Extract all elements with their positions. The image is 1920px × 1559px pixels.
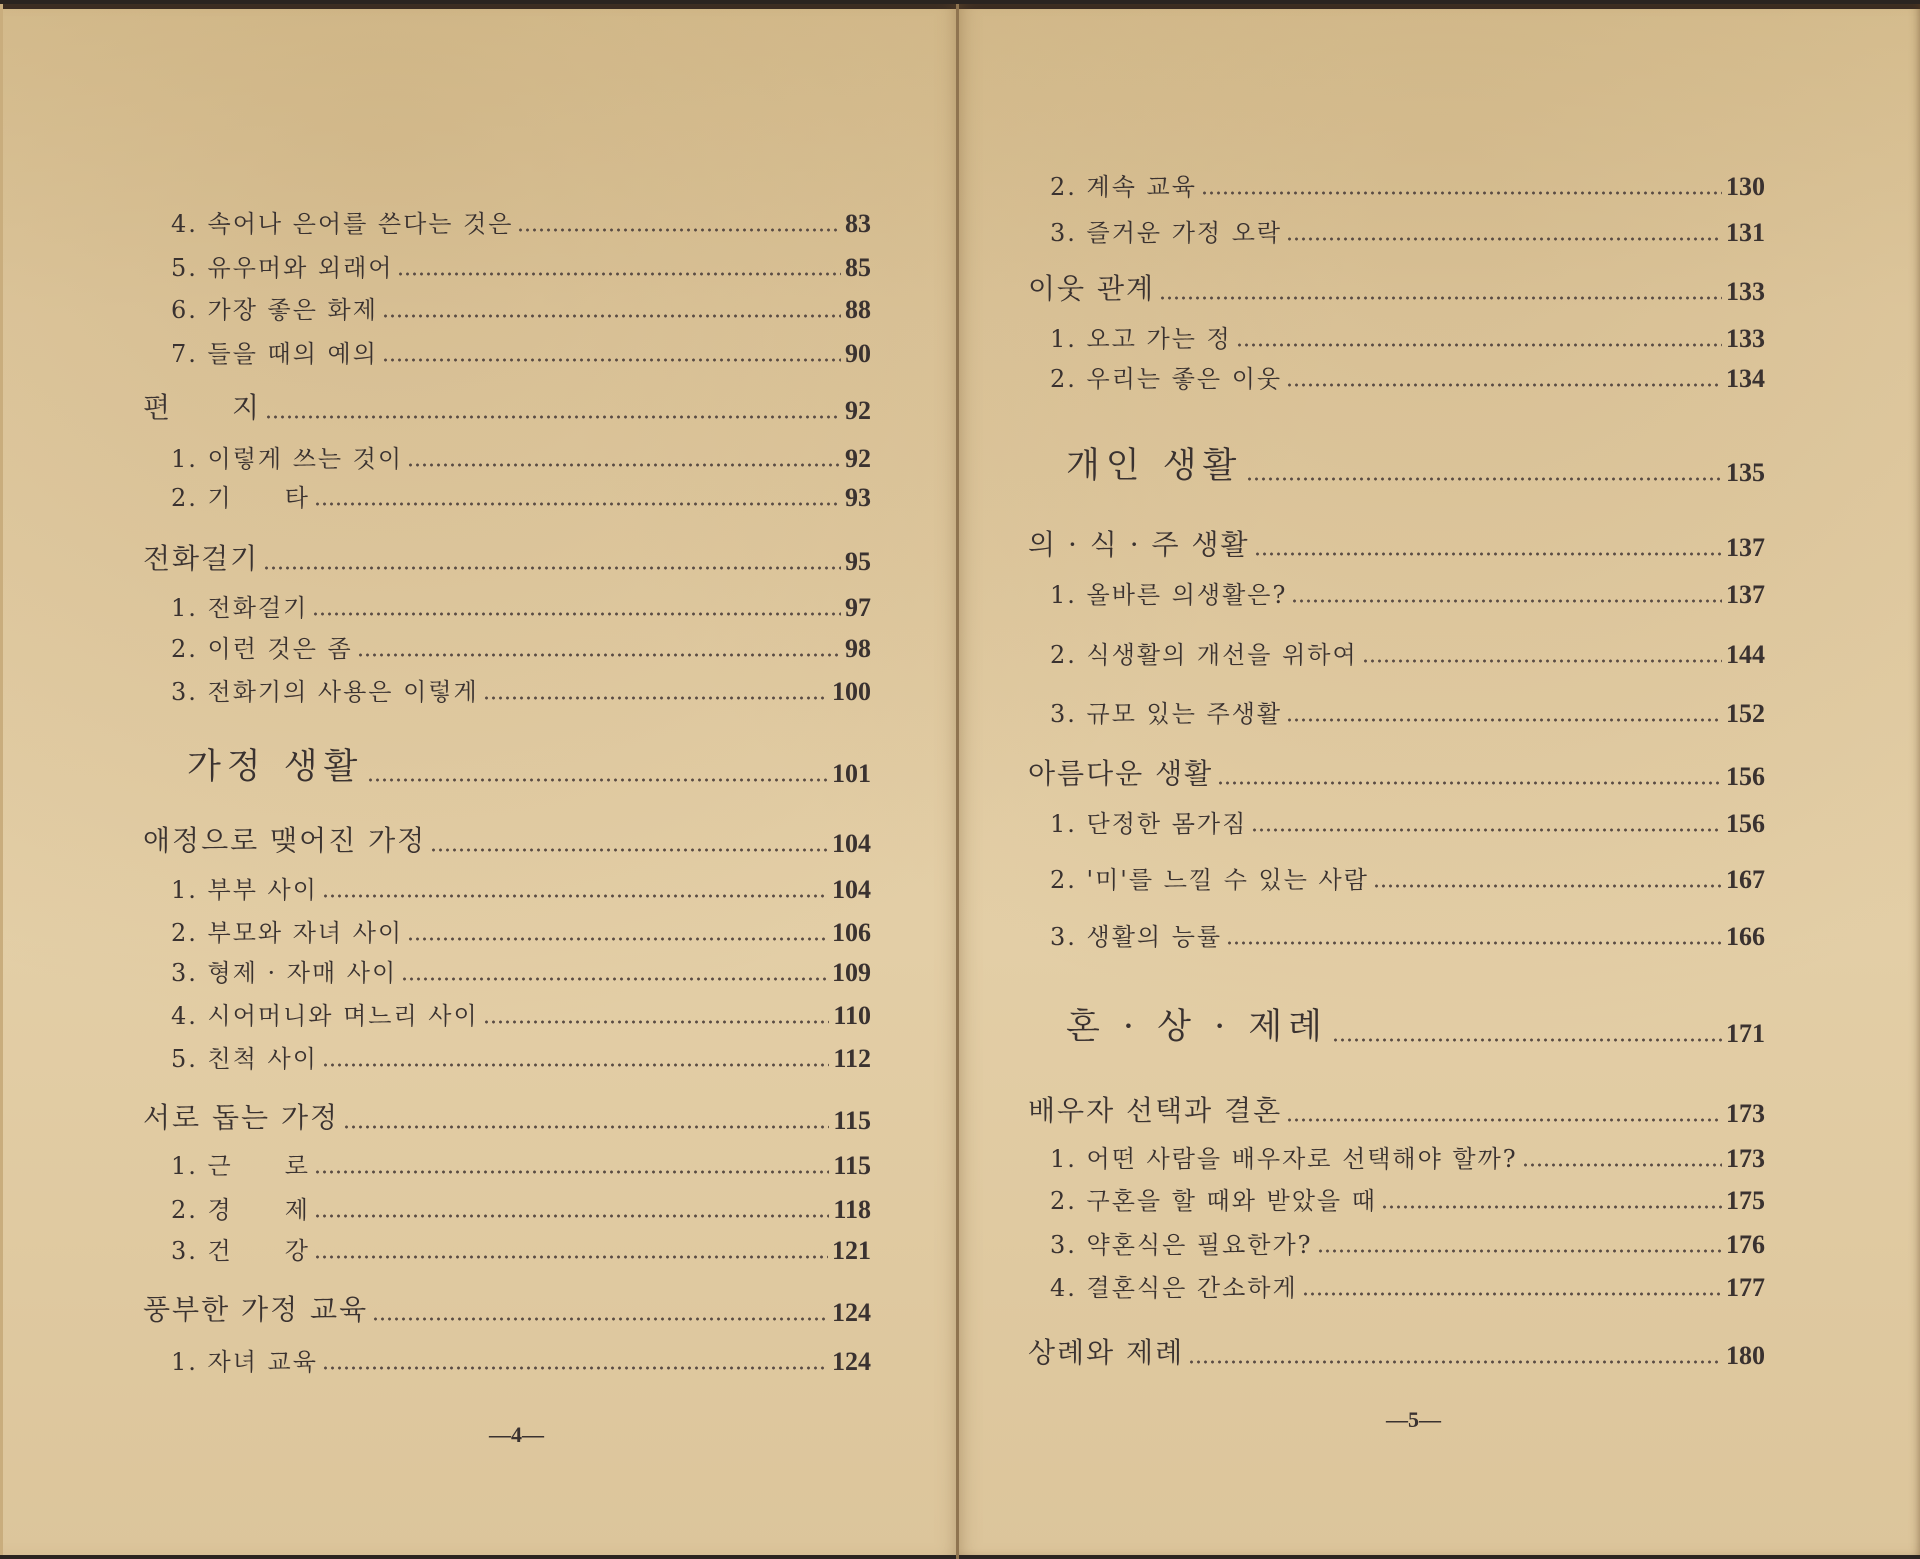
- dot-leader: [1286, 383, 1722, 387]
- toc-entry-title: 3. 형제 · 자매 사이: [171, 959, 398, 987]
- toc-page-number: 97: [845, 593, 871, 622]
- toc-entry-section: [1028, 523, 1765, 563]
- toc-entry-part: [1066, 999, 1765, 1049]
- toc-page-number: 177: [1726, 1273, 1765, 1302]
- toc-page-number: 118: [833, 1195, 871, 1224]
- dot-leader: [1522, 1163, 1722, 1167]
- page-number-left: —4—: [489, 1422, 544, 1447]
- toc-entry-title: 4. 속어나 은어를 쓴다는 것은: [171, 210, 514, 238]
- toc-entry-item: [171, 478, 871, 513]
- toc-entry-item: [171, 913, 871, 948]
- dot-leader: [1201, 191, 1722, 195]
- toc-entry-item: [171, 953, 871, 988]
- toc-entry-title: 1. 이렇게 쓰는 것이: [171, 445, 404, 473]
- toc-entry-title: 2. 이런 것은 좀: [171, 635, 353, 663]
- toc-entry-item: [1050, 319, 1765, 354]
- dot-leader: [1381, 1205, 1722, 1209]
- toc-entry-item: [1050, 575, 1765, 610]
- toc-entry-part: [187, 739, 871, 789]
- toc-entry-section: [1028, 752, 1765, 792]
- dot-leader: [1332, 1038, 1722, 1042]
- dot-leader: [517, 228, 841, 232]
- dot-leader: [1362, 659, 1722, 663]
- toc-entry-title: 1. 오고 가는 정: [1050, 325, 1232, 353]
- toc-page-number: 112: [833, 1044, 871, 1073]
- toc-page-number: 180: [1726, 1341, 1765, 1370]
- toc-page-number: 95: [845, 547, 871, 576]
- dot-leader: [1254, 552, 1722, 556]
- dot-leader: [1188, 1360, 1722, 1364]
- dot-leader: [1251, 828, 1722, 832]
- toc-page-number: 171: [1726, 1019, 1765, 1048]
- toc-entry-title: 6. 가장 좋은 화제: [171, 296, 378, 324]
- toc-entry-item: [1050, 167, 1765, 202]
- toc-entry-item: [1050, 1225, 1765, 1260]
- toc-page-number: 83: [845, 209, 871, 238]
- toc-entry-item: [171, 1039, 871, 1074]
- dot-leader: [367, 778, 828, 782]
- toc-page-number: 135: [1726, 458, 1765, 487]
- toc-entry-title: 서로 돕는 가정: [143, 1101, 340, 1134]
- toc-page-number: 133: [1726, 324, 1765, 353]
- dot-leader: [382, 314, 841, 318]
- toc-page-number: 90: [845, 339, 871, 368]
- toc-entry-item: [1050, 694, 1765, 729]
- toc-entry-title: 풍부한 가정 교육: [143, 1293, 369, 1326]
- toc-entry-title: 전화걸기: [143, 542, 260, 575]
- toc-page-number: 130: [1726, 172, 1765, 201]
- toc-entry-title: 5. 친척 사이: [171, 1045, 318, 1073]
- toc-entry-item: [1050, 917, 1765, 952]
- toc-entry-item: [171, 1342, 871, 1377]
- toc-entry-title: 2. 구혼을 할 때와 받았을 때: [1050, 1187, 1377, 1215]
- dot-leader: [357, 653, 841, 657]
- toc-page-number: 109: [832, 958, 871, 987]
- toc-entry-item: [171, 588, 871, 623]
- page-number-right: —5—: [1386, 1407, 1441, 1432]
- toc-entry-item: [171, 1190, 871, 1225]
- dot-leader: [407, 463, 841, 467]
- toc-entry-title: 2. 우리는 좋은 이웃: [1050, 365, 1283, 393]
- toc-entry-section: [143, 1288, 871, 1328]
- toc-entry-title: 3. 규모 있는 주생활: [1050, 700, 1283, 728]
- toc-entry-title: 이웃 관계: [1028, 272, 1156, 305]
- toc-entry-section: [1028, 267, 1765, 307]
- dot-leader: [322, 894, 828, 898]
- dot-leader: [265, 415, 841, 419]
- toc-entry-item: [171, 290, 871, 325]
- toc-entry-item: [171, 439, 871, 474]
- dot-leader: [382, 358, 841, 362]
- toc-page-number: 137: [1726, 533, 1765, 562]
- toc-page-number: 124: [832, 1347, 871, 1376]
- dot-leader: [483, 696, 828, 700]
- dot-leader: [401, 977, 828, 981]
- toc-entry-title: 1. 자녀 교육: [171, 1348, 318, 1376]
- toc-entry-title: 4. 시어머니와 며느리 사이: [171, 1002, 479, 1030]
- dot-leader: [483, 1020, 830, 1024]
- toc-entry-section: [143, 1096, 871, 1136]
- toc-entry-item: [171, 870, 871, 905]
- toc-page-number: 176: [1726, 1230, 1765, 1259]
- dot-leader: [1291, 599, 1722, 603]
- toc-entry-item: [1050, 359, 1765, 394]
- toc-page-number: 93: [845, 483, 871, 512]
- toc-entry-item: [171, 334, 871, 369]
- toc-page-number: 115: [833, 1151, 871, 1180]
- dot-leader: [322, 1366, 828, 1370]
- toc-page-number: 166: [1726, 922, 1765, 951]
- toc-entry-section: [143, 386, 871, 426]
- toc-entry-title: 상례와 제례: [1028, 1336, 1185, 1369]
- toc-page-number: 173: [1726, 1144, 1765, 1173]
- toc-page-number: 152: [1726, 699, 1765, 728]
- toc-entry-title: 2. 기 타: [171, 484, 310, 512]
- toc-page-number: 104: [832, 829, 871, 858]
- toc-entry-item: [1050, 213, 1765, 248]
- toc-entry-title: 의 · 식 · 주 생활: [1028, 528, 1250, 561]
- toc-entry-title: 2. '미'를 느낄 수 있는 사람: [1050, 866, 1369, 894]
- dot-leader: [312, 612, 841, 616]
- toc-page-number: 156: [1726, 762, 1765, 791]
- dot-leader: [1217, 781, 1722, 785]
- toc-entry-part: [1066, 438, 1765, 488]
- dot-leader: [397, 272, 841, 276]
- dot-leader: [1159, 296, 1722, 300]
- toc-page-number: 85: [845, 253, 871, 282]
- dot-leader: [314, 502, 841, 506]
- toc-page-number: 137: [1726, 580, 1765, 609]
- right-page: [959, 4, 1920, 1555]
- toc-entry-title: 2. 계속 교육: [1050, 173, 1197, 201]
- toc-page-number: 124: [832, 1298, 871, 1327]
- toc-entry-item: [171, 1231, 871, 1266]
- left-page: [0, 4, 958, 1555]
- dot-leader: [263, 566, 841, 570]
- toc-entry-title: 아름다운 생활: [1028, 757, 1214, 790]
- toc-entry-section: [143, 537, 871, 577]
- toc-entry-section: [1028, 1089, 1765, 1129]
- dot-leader: [314, 1170, 830, 1174]
- toc-entry-section: [1028, 1331, 1765, 1371]
- toc-page-number: 92: [845, 444, 871, 473]
- toc-page-number: 121: [832, 1236, 871, 1265]
- dot-leader: [1373, 884, 1722, 888]
- toc-page-number: 167: [1726, 865, 1765, 894]
- toc-entry-item: [1050, 860, 1765, 895]
- toc-page-number: 100: [832, 677, 871, 706]
- toc-entry-section: [143, 819, 871, 859]
- toc-entry-title: 1. 부부 사이: [171, 876, 318, 904]
- dot-leader: [314, 1214, 830, 1218]
- toc-page-number: 106: [832, 918, 871, 947]
- toc-page-number: 175: [1726, 1186, 1765, 1215]
- toc-entry-title: 1. 어떤 사람을 배우자로 선택해야 할까?: [1050, 1145, 1518, 1173]
- toc-entry-title: 1. 근 로: [171, 1152, 310, 1180]
- toc-entry-title: 혼 · 상 · 제례: [1066, 1007, 1328, 1047]
- toc-page-number: 133: [1726, 277, 1765, 306]
- toc-page-number: 134: [1726, 364, 1765, 393]
- toc-entry-title: 5. 유우머와 외래어: [171, 254, 394, 282]
- dot-leader: [1286, 718, 1722, 722]
- toc-entry-item: [171, 996, 871, 1031]
- book-spread: [0, 4, 1920, 1555]
- toc-entry-item: [1050, 1268, 1765, 1303]
- toc-entry-item: [171, 672, 871, 707]
- toc-entry-title: 3. 생활의 능률: [1050, 923, 1223, 951]
- toc-entry-item: [1050, 635, 1765, 670]
- dot-leader: [322, 1063, 830, 1067]
- toc-page-number: 88: [845, 295, 871, 324]
- toc-entry-item: [1050, 804, 1765, 839]
- toc-entry-title: 4. 결혼식은 간소하게: [1050, 1274, 1298, 1302]
- toc-entry-title: 1. 전화걸기: [171, 594, 309, 622]
- toc-entry-title: 3. 약혼식은 필요한가?: [1050, 1231, 1313, 1259]
- dot-leader: [1286, 237, 1722, 241]
- toc-entry-item: [171, 204, 871, 239]
- toc-entry-title: 3. 건 강: [171, 1237, 310, 1265]
- dot-leader: [1246, 477, 1722, 481]
- toc-page-number: 144: [1726, 640, 1765, 669]
- dot-leader: [407, 937, 828, 941]
- toc-page-number: 101: [832, 759, 871, 788]
- toc-entry-item: [171, 248, 871, 283]
- toc-entry-title: 1. 올바른 의생활은?: [1050, 581, 1288, 609]
- toc-entry-title: 1. 단정한 몸가짐: [1050, 810, 1248, 838]
- toc-entry-title: 개인 생활: [1066, 446, 1243, 486]
- toc-page-number: 110: [833, 1001, 871, 1030]
- toc-entry-title: 2. 부모와 자녀 사이: [171, 919, 404, 947]
- dot-leader: [1236, 343, 1722, 347]
- dot-leader: [1286, 1118, 1722, 1122]
- toc-entry-item: [171, 629, 871, 664]
- toc-entry-title: 2. 식생활의 개선을 위하여: [1050, 641, 1358, 669]
- dot-leader: [372, 1317, 828, 1321]
- toc-entry-title: 편 지: [143, 391, 262, 424]
- toc-entry-title: 7. 들을 때의 예의: [171, 340, 378, 368]
- dot-leader: [314, 1255, 828, 1259]
- toc-entry-title: 3. 즐거운 가정 오락: [1050, 219, 1283, 247]
- toc-entry-item: [1050, 1139, 1765, 1174]
- toc-page-number: 156: [1726, 809, 1765, 838]
- toc-entry-title: 배우자 선택과 결혼: [1028, 1094, 1283, 1127]
- dot-leader: [1226, 941, 1722, 945]
- toc-page-number: 131: [1726, 218, 1765, 247]
- toc-entry-item: [171, 1146, 871, 1181]
- dot-leader: [1317, 1249, 1723, 1253]
- dot-leader: [343, 1125, 829, 1129]
- toc-entry-title: 가정 생활: [187, 747, 364, 787]
- toc-entry-item: [1050, 1181, 1765, 1216]
- dot-leader: [1302, 1292, 1722, 1296]
- toc-entry-title: 2. 경 제: [171, 1196, 310, 1224]
- toc-page-number: 115: [833, 1106, 871, 1135]
- dot-leader: [430, 848, 828, 852]
- toc-page-number: 92: [845, 396, 871, 425]
- toc-page-number: 98: [845, 634, 871, 663]
- toc-entry-title: 3. 전화기의 사용은 이렇게: [171, 678, 479, 706]
- toc-page-number: 173: [1726, 1099, 1765, 1128]
- toc-entry-title: 애정으로 맺어진 가정: [143, 824, 427, 857]
- toc-page-number: 104: [832, 875, 871, 904]
